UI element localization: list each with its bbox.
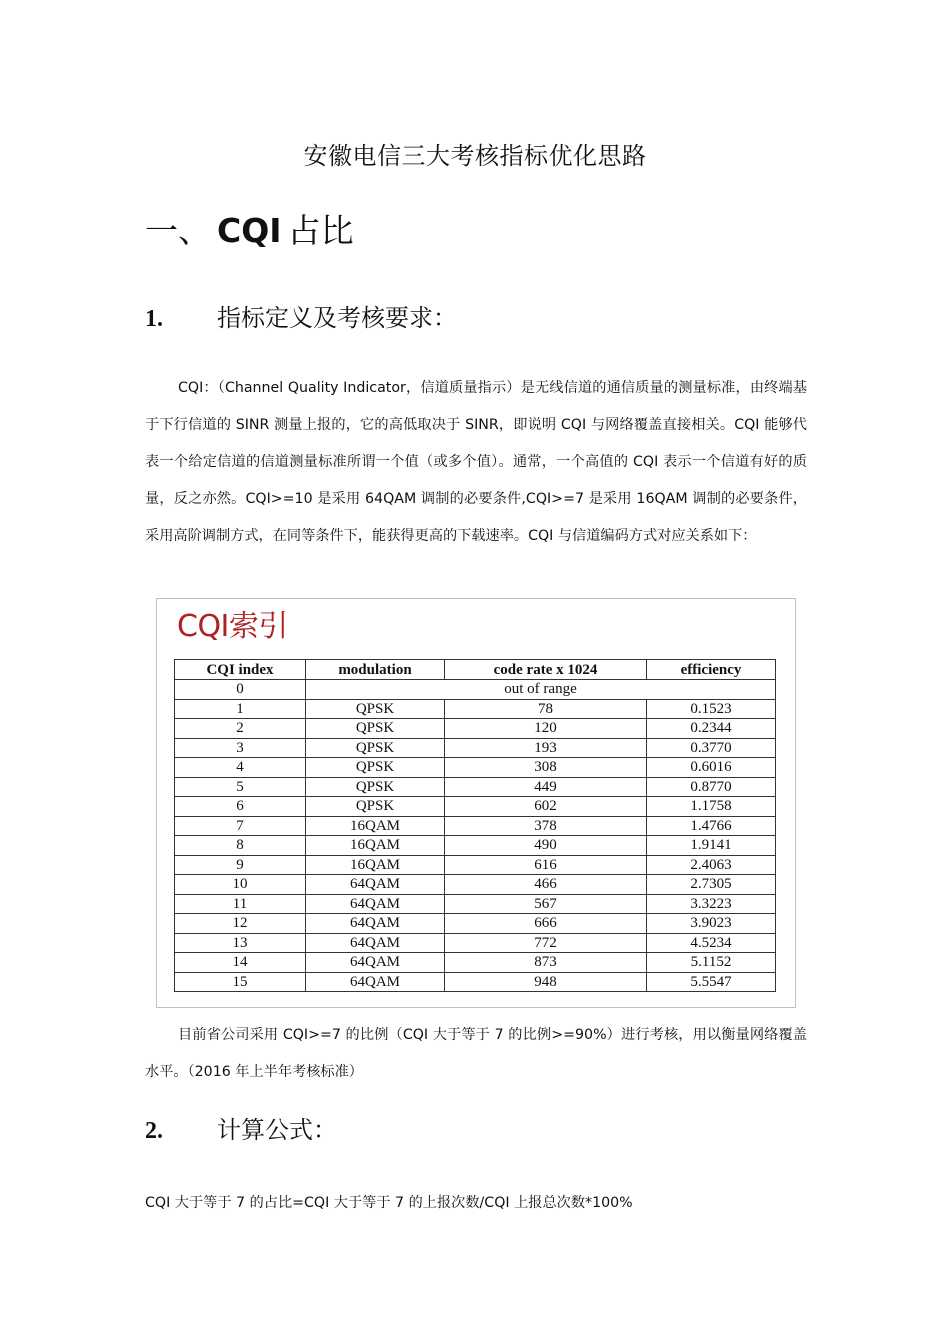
table-row — [175, 680, 776, 700]
cell-modulation: QPSK — [306, 738, 445, 758]
cell-code-rate: 567 — [445, 894, 647, 914]
cell-code-rate: 193 — [445, 738, 647, 758]
cell-code-rate: 616 — [445, 855, 647, 875]
cell-code-rate: 772 — [445, 933, 647, 953]
cell-index: 4 — [175, 758, 306, 778]
assessment-paragraph: 目前省公司采用 CQI>=7 的比例（CQI 大于等于 7 的比例>=90%）进行考核，用以衡量网络覆盖水平。（2016 年上半年考核标准） — [145, 1027, 807, 1080]
subheading-formula — [145, 1110, 337, 1145]
table-header-row — [175, 660, 776, 680]
cell-efficiency: 5.5547 — [647, 972, 776, 992]
cell-code-rate: 948 — [445, 972, 647, 992]
cell-modulation: QPSK — [306, 777, 445, 797]
cell-efficiency: 1.4766 — [647, 816, 776, 836]
cell-modulation: QPSK — [306, 719, 445, 739]
table-row — [175, 972, 776, 992]
figure-title: CQI索引 — [177, 609, 288, 644]
cell-modulation: 16QAM — [306, 855, 445, 875]
section-heading-cqi — [145, 205, 354, 252]
subheading-text: 计算公式： — [217, 1116, 337, 1144]
cqi-index-table — [174, 659, 776, 992]
cell-efficiency: 3.9023 — [647, 914, 776, 934]
subheading-definition — [145, 298, 457, 333]
cell-efficiency: 1.1758 — [647, 797, 776, 817]
cqi-definition-paragraph: CQI：（Channel Quality Indicator，信道质量指示）是无线信道的通信质量的测量标准，由终端基于下行信道的 SINR 测量上报的，它的高低取决于 SINR，即说明 CQI 与网络覆盖直接相关。CQI 能够代表一个给定信道的信道测量标准所谓一个值（或多个值）。通常，一个高值的 CQI 表示一个信道有好的质量，反之亦然。CQI>=10 是采用 64QAM 调制的必要条件,CQI>=7 是采用 16QAM 调制的必要条件，采用高阶调制方式，在同等条件下，能获得更高的下载速率。CQI 与信道编码方式对应关系如下： — [145, 380, 807, 544]
cell-index: 11 — [175, 894, 306, 914]
cell-index: 12 — [175, 914, 306, 934]
formula-text: CQI 大于等于 7 的占比=CQI 大于等于 7 的上报次数/CQI 上报总次数*100% — [145, 1195, 633, 1211]
table-row — [175, 816, 776, 836]
cell-index: 10 — [175, 875, 306, 895]
subheading-number: 2. — [145, 1118, 163, 1144]
cell-code-rate: 466 — [445, 875, 647, 895]
cell-efficiency: 1.9141 — [647, 836, 776, 856]
header-efficiency: efficiency — [647, 660, 776, 680]
cell-index: 7 — [175, 816, 306, 836]
cell-index: 6 — [175, 797, 306, 817]
table-row — [175, 719, 776, 739]
document-title: 安徽电信三大考核指标优化思路 — [303, 142, 647, 170]
table-row — [175, 777, 776, 797]
subheading-text: 指标定义及考核要求： — [217, 304, 457, 332]
cell-efficiency: 0.8770 — [647, 777, 776, 797]
cell-efficiency: 2.4063 — [647, 855, 776, 875]
table-row — [175, 914, 776, 934]
cell-efficiency: 3.3223 — [647, 894, 776, 914]
cell-index: 15 — [175, 972, 306, 992]
table-row — [175, 699, 776, 719]
table-row — [175, 738, 776, 758]
table-row — [175, 836, 776, 856]
cell-index: 1 — [175, 699, 306, 719]
section-keyword: CQI — [217, 211, 282, 250]
section-label: 占比 — [287, 211, 354, 250]
cell-modulation: 64QAM — [306, 933, 445, 953]
cell-code-rate: 666 — [445, 914, 647, 934]
cell-index: 5 — [175, 777, 306, 797]
cell-out-of-range: out of range — [306, 680, 776, 700]
cell-efficiency: 2.7305 — [647, 875, 776, 895]
table-row — [175, 953, 776, 973]
cell-modulation: 16QAM — [306, 836, 445, 856]
cell-modulation: 16QAM — [306, 816, 445, 836]
cqi-index-figure — [156, 598, 796, 1008]
cell-code-rate: 120 — [445, 719, 647, 739]
table-row — [175, 855, 776, 875]
header-code-rate: code rate x 1024 — [445, 660, 647, 680]
cell-code-rate: 78 — [445, 699, 647, 719]
cell-code-rate: 449 — [445, 777, 647, 797]
cell-index: 13 — [175, 933, 306, 953]
section-number: 一、 — [145, 211, 211, 250]
table-row — [175, 933, 776, 953]
cell-modulation: 64QAM — [306, 894, 445, 914]
cell-modulation: 64QAM — [306, 914, 445, 934]
table-row — [175, 894, 776, 914]
cell-modulation: 64QAM — [306, 875, 445, 895]
cell-index: 2 — [175, 719, 306, 739]
cell-modulation: QPSK — [306, 699, 445, 719]
cell-code-rate: 873 — [445, 953, 647, 973]
table-row — [175, 875, 776, 895]
cell-efficiency: 0.3770 — [647, 738, 776, 758]
cell-index: 0 — [175, 680, 306, 700]
header-cqi-index: CQI index — [175, 660, 306, 680]
cell-efficiency: 0.2344 — [647, 719, 776, 739]
header-modulation: modulation — [306, 660, 445, 680]
table-row — [175, 758, 776, 778]
cell-index: 14 — [175, 953, 306, 973]
subheading-number: 1. — [145, 306, 163, 332]
cell-efficiency: 4.5234 — [647, 933, 776, 953]
cell-modulation: QPSK — [306, 797, 445, 817]
cell-modulation: QPSK — [306, 758, 445, 778]
cell-index: 9 — [175, 855, 306, 875]
cell-code-rate: 602 — [445, 797, 647, 817]
cell-code-rate: 308 — [445, 758, 647, 778]
cell-efficiency: 0.6016 — [647, 758, 776, 778]
cell-modulation: 64QAM — [306, 953, 445, 973]
cell-efficiency: 5.1152 — [647, 953, 776, 973]
cell-code-rate: 378 — [445, 816, 647, 836]
cell-index: 8 — [175, 836, 306, 856]
table-row — [175, 797, 776, 817]
cell-modulation: 64QAM — [306, 972, 445, 992]
cell-code-rate: 490 — [445, 836, 647, 856]
cell-index: 3 — [175, 738, 306, 758]
cell-efficiency: 0.1523 — [647, 699, 776, 719]
